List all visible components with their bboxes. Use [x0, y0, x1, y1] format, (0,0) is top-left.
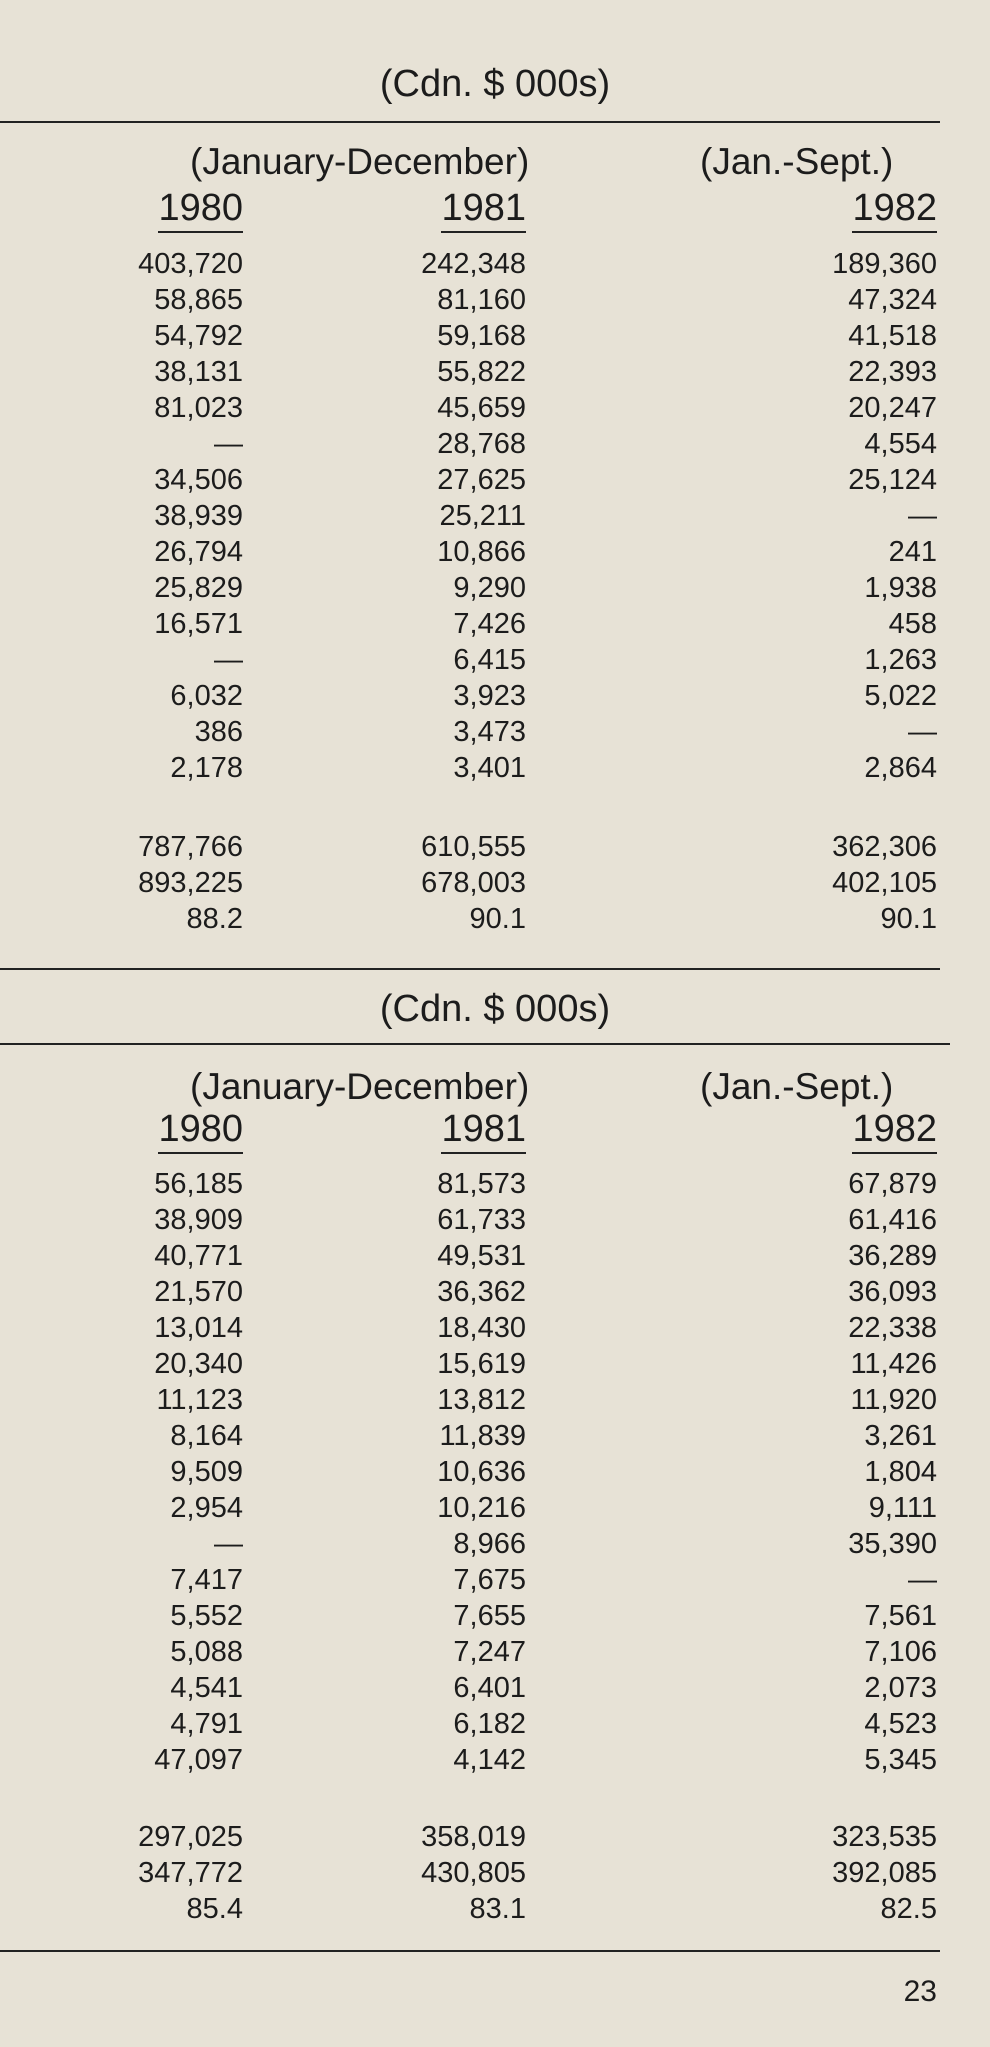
table-row — [0, 1347, 990, 1381]
cell-1980: 6,032 — [170, 680, 243, 712]
cell-1982: 402,105 — [832, 867, 937, 899]
cell-1981: 49,531 — [437, 1240, 526, 1272]
cell-1981: 25,211 — [439, 500, 526, 532]
cell-1982: 4,523 — [864, 1708, 937, 1740]
cell-1981: 27,625 — [437, 464, 526, 496]
table-row — [0, 1599, 990, 1633]
table-row — [0, 319, 990, 353]
cell-1980: 47,097 — [154, 1744, 243, 1776]
cell-1981: 7,426 — [453, 608, 526, 640]
table-row — [0, 1203, 990, 1237]
table-row — [0, 1527, 990, 1561]
table-row — [0, 1455, 990, 1489]
table-total-row — [0, 1856, 990, 1890]
cell-1982: 41,518 — [848, 320, 937, 352]
table-row — [0, 535, 990, 569]
cell-1980: 16,571 — [154, 608, 243, 640]
table-row — [0, 247, 990, 281]
table-row — [0, 1383, 990, 1417]
cell-1980: 34,506 — [154, 464, 243, 496]
table-1-year-1981: 1981 — [441, 186, 526, 233]
cell-1980: 4,541 — [170, 1672, 243, 1704]
table-row — [0, 463, 990, 497]
table-row — [0, 1491, 990, 1525]
cell-1981: 13,812 — [437, 1384, 526, 1416]
cell-1982: 5,022 — [864, 680, 937, 712]
cell-1980: 5,088 — [170, 1636, 243, 1668]
cell-1980: 347,772 — [138, 1857, 243, 1889]
cell-1982: 25,124 — [848, 464, 937, 496]
table-row — [0, 679, 990, 713]
cell-1981: 3,401 — [453, 752, 526, 784]
cell-1981: 10,636 — [437, 1456, 526, 1488]
cell-1982: 36,093 — [848, 1276, 937, 1308]
table-2-period-full-header: (January-December) — [190, 1066, 530, 1107]
table-row — [0, 1419, 990, 1453]
cell-1981: 610,555 — [421, 831, 526, 863]
cell-1982: — — [908, 500, 937, 532]
cell-1981: 7,655 — [453, 1600, 526, 1632]
table-1-period-full-header: (January-December) — [190, 141, 530, 182]
cell-1980: 25,829 — [154, 572, 243, 604]
cell-1981: 90.1 — [469, 903, 526, 935]
table-row — [0, 715, 990, 749]
table-row — [0, 499, 990, 533]
cell-1982: 7,106 — [864, 1636, 937, 1668]
cell-1982: 47,324 — [848, 284, 937, 316]
cell-1980: 38,909 — [154, 1204, 243, 1236]
cell-1981: 6,401 — [453, 1672, 526, 1704]
cell-1982: 9,111 — [868, 1492, 937, 1524]
cell-1982: 458 — [888, 608, 937, 640]
cell-1980: 21,570 — [154, 1276, 243, 1308]
table-2-period-partial-header: (Jan.-Sept.) — [700, 1066, 894, 1107]
table-2-top-rule — [0, 1043, 950, 1045]
cell-1981: 7,675 — [453, 1564, 526, 1596]
table-row — [0, 1707, 990, 1741]
cell-1982: 4,554 — [864, 428, 937, 460]
cell-1982: 82.5 — [880, 1893, 937, 1925]
table-row — [0, 1563, 990, 1597]
cell-1982: 362,306 — [832, 831, 937, 863]
cell-1980: 403,720 — [138, 248, 243, 280]
cell-1981: 7,247 — [453, 1636, 526, 1668]
table-row — [0, 1635, 990, 1669]
table-row — [0, 1275, 990, 1309]
cell-1981: 9,290 — [453, 572, 526, 604]
cell-1980: 38,131 — [154, 356, 243, 388]
table-row — [0, 751, 990, 785]
cell-1982: 22,393 — [848, 356, 937, 388]
table-percent-row — [0, 1892, 990, 1926]
cell-1980: 11,123 — [156, 1384, 243, 1416]
cell-1980: 2,954 — [170, 1492, 243, 1524]
cell-1980: — — [214, 428, 243, 460]
cell-1980: 7,417 — [170, 1564, 243, 1596]
cell-1981: 61,733 — [437, 1204, 526, 1236]
cell-1981: 10,216 — [437, 1492, 526, 1524]
cell-1980: 893,225 — [138, 867, 243, 899]
cell-1981: 242,348 — [421, 248, 526, 280]
cell-1980: — — [214, 1528, 243, 1560]
cell-1982: 241 — [888, 536, 937, 568]
cell-1980: 58,865 — [154, 284, 243, 316]
cell-1981: 81,573 — [437, 1168, 526, 1200]
cell-1982: — — [908, 716, 937, 748]
table-total-row — [0, 1820, 990, 1854]
table-row — [0, 1671, 990, 1705]
cell-1982: 2,073 — [864, 1672, 937, 1704]
table-1-bottom-rule — [0, 968, 940, 970]
table-row — [0, 1167, 990, 1201]
table-1-top-rule — [0, 121, 940, 123]
cell-1982: 11,920 — [850, 1384, 937, 1416]
cell-1982: 1,804 — [864, 1456, 937, 1488]
cell-1981: 6,415 — [453, 644, 526, 676]
cell-1982: — — [908, 1564, 937, 1596]
table-row — [0, 1311, 990, 1345]
table-2-year-1982: 1982 — [852, 1107, 937, 1154]
cell-1982: 36,289 — [848, 1240, 937, 1272]
table-row — [0, 355, 990, 389]
table-1-year-1980: 1980 — [158, 186, 243, 233]
cell-1981: 358,019 — [421, 1821, 526, 1853]
cell-1981: 55,822 — [437, 356, 526, 388]
cell-1980: 26,794 — [154, 536, 243, 568]
cell-1982: 67,879 — [848, 1168, 937, 1200]
cell-1980: 88.2 — [186, 903, 243, 935]
cell-1981: 36,362 — [437, 1276, 526, 1308]
cell-1981: 6,182 — [453, 1708, 526, 1740]
table-row — [0, 607, 990, 641]
cell-1981: 4,142 — [453, 1744, 526, 1776]
table-row — [0, 1239, 990, 1273]
table-2-bottom-rule — [0, 1950, 940, 1952]
cell-1982: 61,416 — [848, 1204, 937, 1236]
cell-1981: 8,966 — [453, 1528, 526, 1560]
cell-1982: 90.1 — [880, 903, 937, 935]
page-number: 23 — [903, 1975, 937, 2008]
cell-1980: 38,939 — [154, 500, 243, 532]
cell-1981: 3,473 — [453, 716, 526, 748]
cell-1982: 392,085 — [832, 1857, 937, 1889]
cell-1980: 81,023 — [154, 392, 243, 424]
cell-1981: 11,839 — [439, 1420, 526, 1452]
cell-1982: 189,360 — [832, 248, 937, 280]
cell-1981: 83.1 — [469, 1893, 526, 1925]
table-row — [0, 391, 990, 425]
cell-1982: 35,390 — [848, 1528, 937, 1560]
table-row — [0, 643, 990, 677]
cell-1980: 20,340 — [154, 1348, 243, 1380]
cell-1980: 9,509 — [170, 1456, 243, 1488]
cell-1980: — — [214, 644, 243, 676]
cell-1980: 4,791 — [170, 1708, 243, 1740]
cell-1980: 297,025 — [138, 1821, 243, 1853]
cell-1980: 386 — [194, 716, 243, 748]
cell-1980: 5,552 — [170, 1600, 243, 1632]
cell-1982: 11,426 — [850, 1348, 937, 1380]
table-total-row — [0, 866, 990, 900]
table-row — [0, 1743, 990, 1777]
cell-1981: 10,866 — [437, 536, 526, 568]
cell-1981: 678,003 — [421, 867, 526, 899]
table-1-year-1982: 1982 — [852, 186, 937, 233]
table-total-row — [0, 830, 990, 864]
cell-1982: 323,535 — [832, 1821, 937, 1853]
cell-1980: 2,178 — [170, 752, 243, 784]
cell-1981: 81,160 — [437, 284, 526, 316]
cell-1982: 1,938 — [864, 572, 937, 604]
cell-1982: 1,263 — [864, 644, 937, 676]
table-2-year-1980: 1980 — [158, 1107, 243, 1154]
cell-1980: 56,185 — [154, 1168, 243, 1200]
cell-1981: 45,659 — [437, 392, 526, 424]
cell-1982: 22,338 — [848, 1312, 937, 1344]
cell-1982: 20,247 — [848, 392, 937, 424]
table-percent-row — [0, 902, 990, 936]
cell-1982: 3,261 — [864, 1420, 937, 1452]
cell-1980: 40,771 — [154, 1240, 243, 1272]
cell-1980: 8,164 — [170, 1420, 243, 1452]
cell-1982: 7,561 — [864, 1600, 937, 1632]
cell-1981: 430,805 — [421, 1857, 526, 1889]
cell-1981: 28,768 — [437, 428, 526, 460]
cell-1980: 54,792 — [154, 320, 243, 352]
table-2-caption: (Cdn. $ 000s) — [379, 988, 611, 1030]
table-2-year-1981: 1981 — [441, 1107, 526, 1154]
table-1-caption: (Cdn. $ 000s) — [379, 63, 611, 105]
cell-1980: 787,766 — [138, 831, 243, 863]
cell-1982: 5,345 — [864, 1744, 937, 1776]
table-row — [0, 571, 990, 605]
cell-1980: 85.4 — [186, 1893, 243, 1925]
cell-1982: 2,864 — [864, 752, 937, 784]
table-row — [0, 283, 990, 317]
cell-1981: 59,168 — [437, 320, 526, 352]
cell-1981: 18,430 — [437, 1312, 526, 1344]
cell-1980: 13,014 — [154, 1312, 243, 1344]
table-1-period-partial-header: (Jan.-Sept.) — [700, 141, 894, 182]
table-row — [0, 427, 990, 461]
cell-1981: 15,619 — [437, 1348, 526, 1380]
cell-1981: 3,923 — [453, 680, 526, 712]
